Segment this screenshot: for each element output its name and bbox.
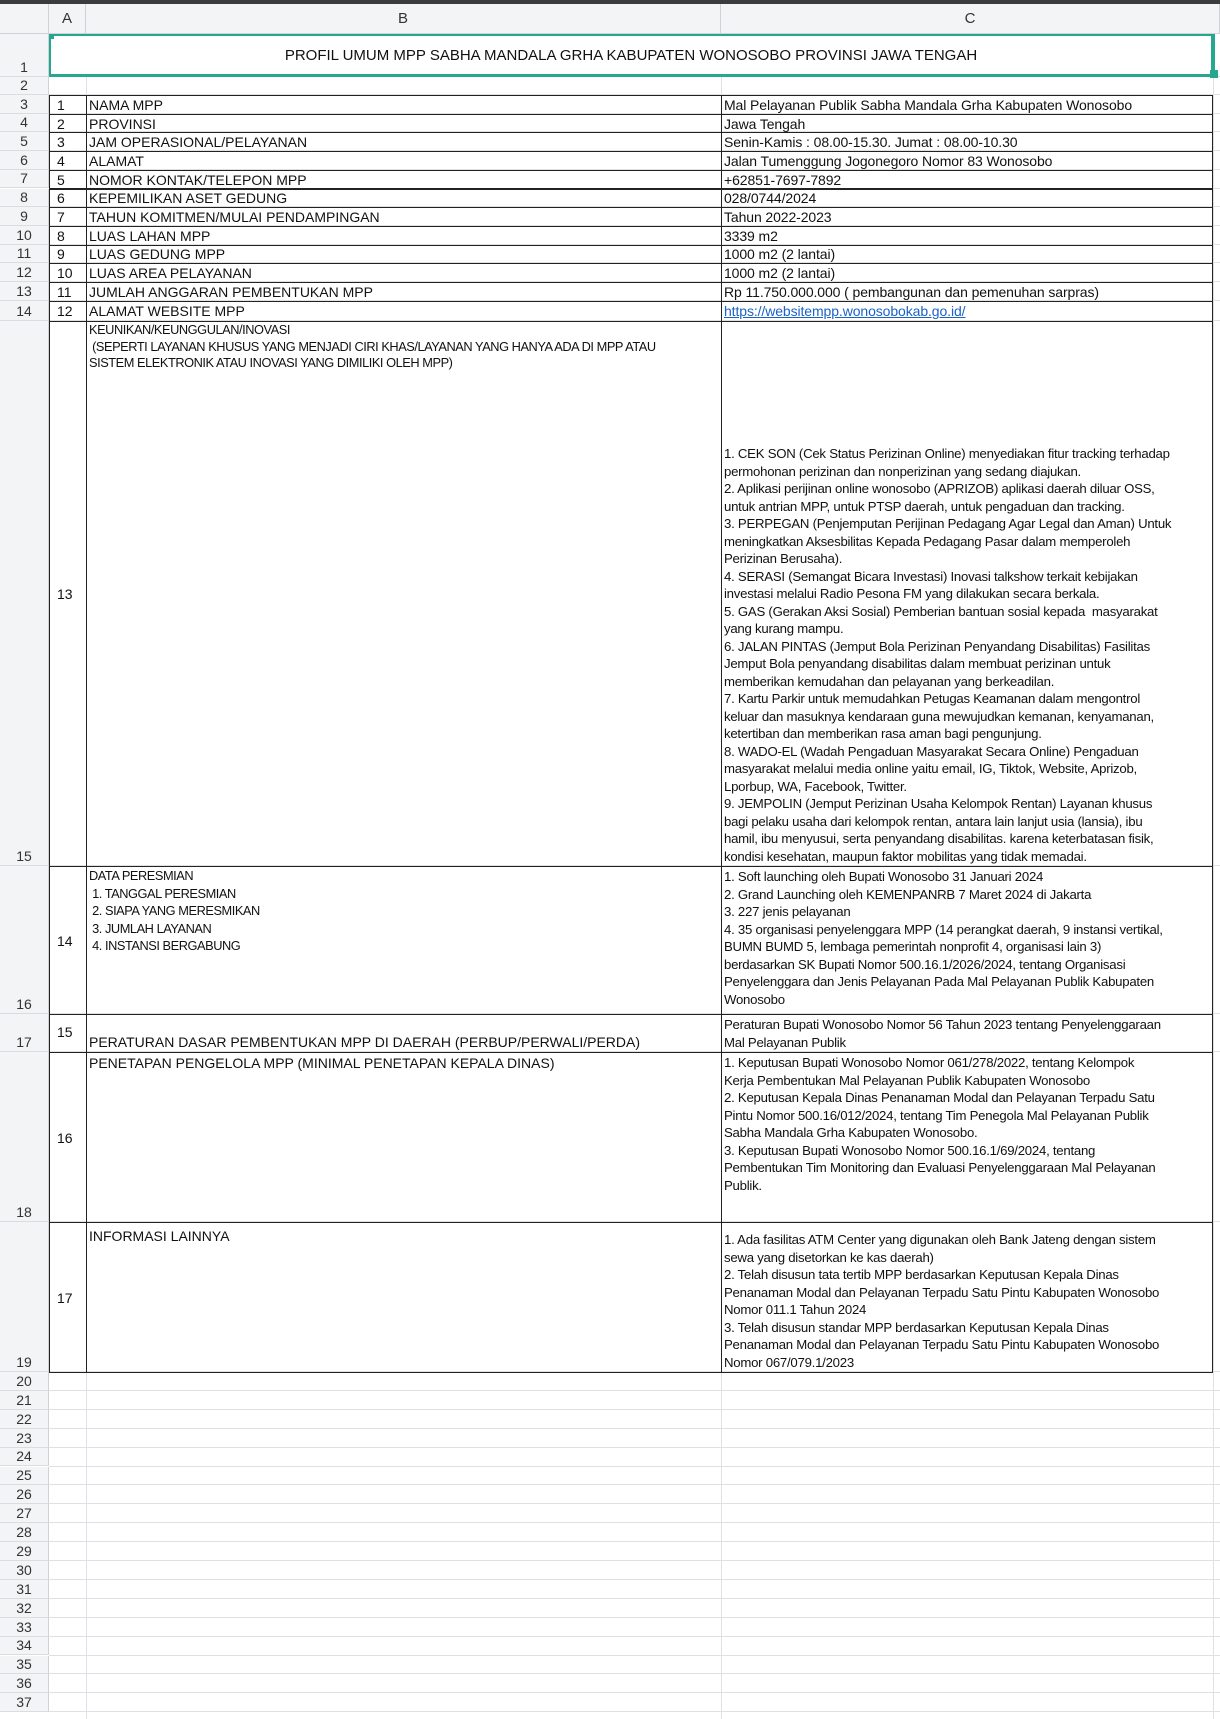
gridline [49,1522,1220,1523]
value-line: Mal Pelayanan Publik [724,1034,846,1050]
row-header[interactable]: 1 [0,34,49,77]
row-header[interactable]: 35 [0,1656,49,1675]
row-header[interactable]: 7 [0,170,49,189]
label-line: 4. INSTANSI BERGABUNG [89,938,241,953]
value-line: masyarakat melalui media online yaitu email, IG, Tiktok, Website, Aprizob, [724,761,1137,776]
value-line: Nomor 011.1 Tahun 2024 [724,1302,867,1317]
cell-value[interactable] [721,263,1213,283]
value-line: keluar dan masuknya kendaraan guna mewujudkan kemanan, kenyamanan, [724,708,1154,724]
cell-label-text: LUAS AREA PELAYANAN [89,265,252,282]
gridline [49,1466,1220,1467]
cell-label-text: JUMLAH ANGGARAN PEMBENTUKAN MPP [89,283,373,300]
label-line: 1. TANGGAL PERESMIAN [89,885,236,901]
gridline [49,1503,1220,1504]
column-header-b[interactable]: B [86,4,721,34]
gridline [49,1428,1220,1429]
row-header[interactable]: 9 [0,207,49,226]
column-header-c[interactable]: C [721,4,1220,34]
label-line: 3. JUMLAH LAYANAN [89,920,212,936]
gridline [49,1692,1220,1693]
value-line: 1. Ada fasilitas ATM Center yang digunakan oleh Bank Jateng dengan sistem [724,1232,1156,1247]
cell-label[interactable] [86,245,722,265]
gridline [49,1579,1220,1580]
gridline [49,1409,1220,1410]
gridline [49,1390,1220,1391]
gridline [49,1655,1220,1656]
value-line: ketertiban dan memberikan rasa aman bagi pengunjung. [724,726,1042,741]
cell-no[interactable] [49,245,87,265]
cell-no-text: 8 [57,227,65,244]
cell-value[interactable] [721,151,1213,171]
label-line: SISTEM ELEKTRONIK ATAU INOVASI YANG DIMILIKI OLEH MPP) [89,355,453,370]
value-line: 2. Aplikasi perijinan online wonosobo (APRIZOB) aplikasi daerah diluar OSS, [724,481,1155,496]
cell-no[interactable] [49,189,87,209]
row-header[interactable]: 15 [0,321,49,866]
cell-no[interactable] [49,1014,87,1053]
row-header[interactable]: 28 [0,1523,49,1542]
row-header[interactable]: 23 [0,1429,49,1448]
row-header[interactable]: 12 [0,263,49,282]
selection-anchor [49,34,54,39]
cell-no-text: 9 [57,246,65,263]
row-header[interactable]: 10 [0,226,49,245]
cell-no-text: 3 [57,134,65,151]
gridline [49,1711,1220,1712]
value-line: Peraturan Bupati Wonosobo Nomor 56 Tahun 2023 tentang Penyelenggaraan [724,1017,1161,1032]
cell-value-peresmian[interactable] [721,866,1213,1015]
row-header[interactable]: 14 [0,301,49,321]
cell-label-text: ALAMAT WEBSITE MPP [89,303,245,320]
value-line: 4. 35 organisasi penyelenggara MPP (14 perangkat daerah, 9 instansi vertikal, [724,921,1163,937]
cell-no[interactable] [49,132,87,152]
value-line: 4. SERASI (Semangat Bicara Investasi) Inovasi talkshow terkait kebijakan [724,568,1138,584]
cell-no[interactable] [49,226,87,246]
gridline [49,1673,1220,1674]
gridline [49,1617,1220,1618]
item-number: 13 [57,586,73,602]
row-header[interactable]: 19 [0,1222,49,1372]
row-header[interactable]: 36 [0,1674,49,1693]
value-line: 5. GAS (Gerakan Aksi Sosial) Pemberian bantuan sosial kepada masyarakat [724,603,1158,619]
value-line: hamil, ibu menyusui, serta penyandang disabilitas. karena keterbatasan fisik, [724,831,1154,846]
value-line: investasi melalui Radio Pesona FM yang dilakukan secara berkala. [724,586,1100,601]
cell-no[interactable] [49,301,87,322]
cell-label-text: PROVINSI [89,115,156,132]
label-text: PERATURAN DASAR PEMBENTUKAN MPP DI DAERAH (PERBUP/PERWALI/PERDA) [89,1034,641,1050]
row-header[interactable]: 21 [0,1391,49,1410]
row-header[interactable]: 37 [0,1693,49,1712]
cell-label[interactable] [86,282,722,302]
title-cell[interactable] [49,34,1213,77]
cell-no[interactable] [49,263,87,283]
cell-label-text: NOMOR KONTAK/TELEPON MPP [89,171,307,188]
row-header[interactable]: 26 [0,1485,49,1504]
row-header[interactable]: 29 [0,1542,49,1561]
value-line: 9. JEMPOLIN (Jemput Perizinan Usaha Kelompok Rentan) Layanan khusus [724,796,1153,811]
row-header[interactable]: 31 [0,1580,49,1599]
row-header[interactable]: 6 [0,151,49,170]
value-line: 2. Keputusan Kepala Dinas Penanaman Modal dan Pelayanan Terpadu Satu [724,1090,1155,1105]
gridline [49,1598,1220,1599]
cell-value[interactable] [721,132,1213,152]
cell-label-text: JAM OPERASIONAL/PELAYANAN [89,134,308,151]
cell-value-text: Jawa Tengah [724,115,806,132]
cell-label[interactable] [86,207,722,227]
cell-label[interactable] [86,132,722,152]
label-text: INFORMASI LAINNYA [89,1228,230,1244]
cell-value-text: 3339 m2 [724,227,778,244]
cell-value-text: Senin-Kamis : 08.00-15.30. Jumat : 08.00-10.30 [724,134,1018,151]
cell-no[interactable] [49,95,87,115]
cell-label[interactable] [86,226,722,246]
gridline [49,1484,1220,1485]
value-line: Jemput Bola penyandang disabilitas dalam membuat perizinan untuk [724,656,1111,671]
cell-no-text: 2 [57,115,65,132]
cell-label[interactable] [86,114,722,134]
cell-no-text: 7 [57,209,65,226]
cell-no[interactable] [49,282,87,302]
value-line: Penanaman Modal dan Pelayanan Terpadu Satu Pintu Kabupaten Wonosobo [724,1284,1160,1300]
cell-label[interactable] [86,1014,722,1053]
value-line: 3. PERPEGAN (Penjemputan Perijinan Pedagang Agar Legal dan Aman) Untuk [724,516,1172,531]
value-line: untuk antrian MPP, untuk PTSP daerah, untuk pengaduan dan tracking. [724,498,1125,514]
gridline [49,1560,1220,1561]
value-line: BUMN BUMD 5, lembaga pemerintah nonprofit 4, organisasi lain 3) [724,939,1102,954]
cell-value[interactable] [721,245,1213,265]
value-line: Sabha Mandala Grha Kabupaten Wonosobo. [724,1125,978,1140]
value-line: Publik. [724,1177,762,1193]
row-header[interactable]: 17 [0,1014,49,1052]
cell-label-text: NAMA MPP [89,96,163,113]
row-header[interactable]: 18 [0,1052,49,1222]
cell-website[interactable] [721,301,1213,322]
cell-no[interactable] [49,321,87,867]
cell-no-text: 11 [57,283,72,300]
label-line: KEUNIKAN/KEUNGGULAN/INOVASI [89,322,290,337]
row-header[interactable]: 13 [0,282,49,301]
item-number: 15 [57,1024,73,1040]
cell-label[interactable] [86,95,722,115]
cell-no[interactable] [49,1222,87,1373]
row-header[interactable]: 27 [0,1504,49,1523]
value-line: sewa yang disetorkan ke kas daerah) [724,1249,934,1265]
cell-value-text: 1000 m2 (2 lantai) [724,246,836,263]
gridline [49,1541,1220,1542]
row-header[interactable]: 3 [0,95,49,114]
value-line: Wonosobo [724,991,785,1007]
row-header[interactable]: 32 [0,1599,49,1618]
cell-label-text: LUAS GEDUNG MPP [89,246,226,263]
row-header[interactable]: 30 [0,1561,49,1580]
cell-no[interactable] [49,170,87,190]
cell-value-inovasi[interactable] [721,321,1213,867]
value-line: Penyelenggara dan Jenis Pelayanan Pada Mal Pelayanan Publik Kabupaten [724,974,1154,989]
cell-no[interactable] [49,207,87,227]
cell-label[interactable] [86,1222,722,1373]
value-line: 1. Keputusan Bupati Wonosobo Nomor 061/278/2022, tentang Kelompok [724,1055,1135,1070]
value-line: Lporbup, WA, Facebook, Twitter. [724,778,907,794]
cell-label[interactable] [86,151,722,171]
cell-label-text: TAHUN KOMITMEN/MULAI PENDAMPINGAN [89,209,380,226]
value-line: permohonan perizinan dan nonperizinan yang sedang diajukan. [724,463,1081,479]
gridline [49,1636,1220,1637]
value-line: 3. Keputusan Bupati Wonosobo Nomor 500.16.1/69/2024, tentang [724,1142,1096,1158]
cell-value-text: Jalan Tumenggung Jogonegoro Nomor 83 Wonosobo [724,152,1053,169]
row-header[interactable]: 11 [0,245,49,264]
cell-no-text: 10 [57,265,73,282]
label-text: PENETAPAN PENGELOLA MPP (MINIMAL PENETAPAN KEPALA DINAS) [89,1055,555,1071]
cell-value-peraturan[interactable] [721,1014,1213,1053]
cell-value-text: +62851-7697-7892 [724,171,842,188]
cell-no[interactable] [49,114,87,134]
cell-value[interactable] [721,95,1213,115]
value-line: memberikan kemudahan dan pelayanan yang berkeadilan. [724,673,1055,689]
value-line: berdasarkan SK Bupati Nomor 500.16.1/2026/2024, tentang Organisasi [724,956,1126,972]
cell-value-text: Mal Pelayanan Publik Sabha Mandala Grha Kabupaten Wonosobo [724,96,1133,113]
value-line: Pintu Nomor 500.16/012/2024, tentang Tim Penegola Mal Pelayanan Publik [724,1107,1149,1123]
value-line: yang kurang mampu. [724,621,844,636]
cell-label-text: LUAS LAHAN MPP [89,227,211,244]
cell-value[interactable] [721,170,1213,190]
row-header[interactable]: 2 [0,77,49,95]
value-line: 3. Telah disusun standar MPP berdasarkan Keputusan Kepala Dinas [724,1319,1109,1335]
cell-no-text: 5 [57,171,65,188]
cell-value[interactable] [721,207,1213,227]
cell-label[interactable] [86,263,722,283]
value-line: 1. Soft launching oleh Bupati Wonosobo 31 Januari 2024 [724,869,1044,884]
value-line: Pembentukan Tim Monitoring dan Evaluasi Penyelenggaraan Mal Pelayanan [724,1160,1156,1175]
value-line: kondisi kesehatan, maupun faktor mobilitas yang tidak memadai. [724,848,1087,864]
cell-website-text[interactable]: https://websitempp.wonosobokab.go.id/ [724,303,966,320]
cell-value[interactable] [721,189,1213,209]
cell-value-text: 1000 m2 (2 lantai) [724,265,836,282]
row-header[interactable]: 25 [0,1467,49,1486]
row-header[interactable]: 4 [0,114,49,133]
cell-label-text: ALAMAT [89,152,144,169]
column-header-a[interactable]: A [49,4,86,34]
row-header[interactable]: 24 [0,1448,49,1467]
item-number: 14 [57,932,73,949]
value-line: 8. WADO-EL (Wadah Pengaduan Masyarakat Secara Online) Pengaduan [724,743,1139,759]
value-line: 3. 227 jenis pelayanan [724,904,851,919]
cell-no-text: 12 [57,303,73,320]
cell-no-text: 6 [57,190,65,207]
cell-label[interactable] [86,189,722,209]
row-header[interactable]: 8 [0,189,49,208]
label-line: (SEPERTI LAYANAN KHUSUS YANG MENJADI CIRI KHAS/LAYANAN YANG HANYA ADA DI MPP ATAU [89,338,656,354]
label-line: DATA PERESMIAN [89,868,194,883]
row-header[interactable]: 20 [0,1372,49,1391]
gridline [49,1447,1220,1448]
value-line: Perizinan Berusaha). [724,551,843,566]
value-line: Nomor 067/079.1/2023 [724,1354,854,1370]
row-header[interactable]: 5 [0,132,49,151]
cell-value-informasi[interactable] [721,1222,1213,1373]
value-line: meningkatkan Aksesbilitas Kepada Pedagang Pasar dalam memperoleh [724,533,1131,549]
cell-label[interactable] [86,866,722,1015]
cell-value[interactable] [721,226,1213,246]
value-line: Penanaman Modal dan Pelayanan Terpadu Satu Pintu Kabupaten Wonosobo [724,1337,1160,1352]
item-number: 16 [57,1129,73,1146]
cell-label[interactable] [86,301,722,322]
row-header[interactable]: 33 [0,1618,49,1637]
cell-no[interactable] [49,151,87,171]
cell-no-text: 4 [57,152,65,169]
row-header[interactable]: 34 [0,1637,49,1656]
value-line: bagi pelaku usaha dari kelompok rentan, antara lain lanjut usia (lansia), ibu [724,813,1143,829]
value-line: 1. CEK SON (Cek Status Perizinan Online) menyediakan fitur tracking terhadap [724,446,1170,461]
value-line: 2. Grand Launching oleh KEMENPANRB 7 Maret 2024 di Jakarta [724,886,1092,902]
row-header[interactable]: 16 [0,866,49,1014]
cell-value-text: 028/0744/2024 [724,190,817,207]
value-line: 2. Telah disusun tata tertib MPP berdasarkan Keputusan Kepala Dinas [724,1267,1119,1282]
cell-value[interactable] [721,282,1213,302]
cell-label[interactable] [86,170,722,190]
row-header[interactable]: 22 [0,1410,49,1429]
gridline [1213,77,1214,1719]
cell-value[interactable] [721,114,1213,134]
value-line: 6. JALAN PINTAS (Jemput Bola Perizinan Penyandang Disabilitas) Fasilitas [724,638,1150,654]
cell-label-text: KEPEMILIKAN ASET GEDUNG [89,190,288,207]
cell-value-text: Tahun 2022-2023 [724,209,832,226]
value-line: Kerja Pembentukan Mal Pelayanan Publik Kabupaten Wonosobo [724,1072,1090,1088]
cell-no[interactable] [49,866,87,1015]
cell-value-text: Rp 11.750.000.000 ( pembangunan dan pemenuhan sarpras) [724,283,1099,300]
label-line: 2. SIAPA YANG MERESMIKAN [89,903,260,918]
value-line: 7. Kartu Parkir untuk memudahkan Petugas Keamanan dalam mengontrol [724,691,1141,706]
cell-label[interactable] [86,1052,722,1223]
cell-label[interactable] [86,321,722,867]
item-number: 17 [57,1289,73,1306]
cell-no[interactable] [49,1052,87,1223]
cell-no-text: 1 [57,96,65,113]
sheet-title: PROFIL UMUM MPP SABHA MANDALA GRHA KABUPATEN WONOSOBO PROVINSI JAWA TENGAH [284,46,978,64]
fill-handle[interactable] [1210,70,1218,78]
cell-value-pengelola[interactable] [721,1052,1213,1223]
select-all-corner[interactable] [0,4,49,34]
